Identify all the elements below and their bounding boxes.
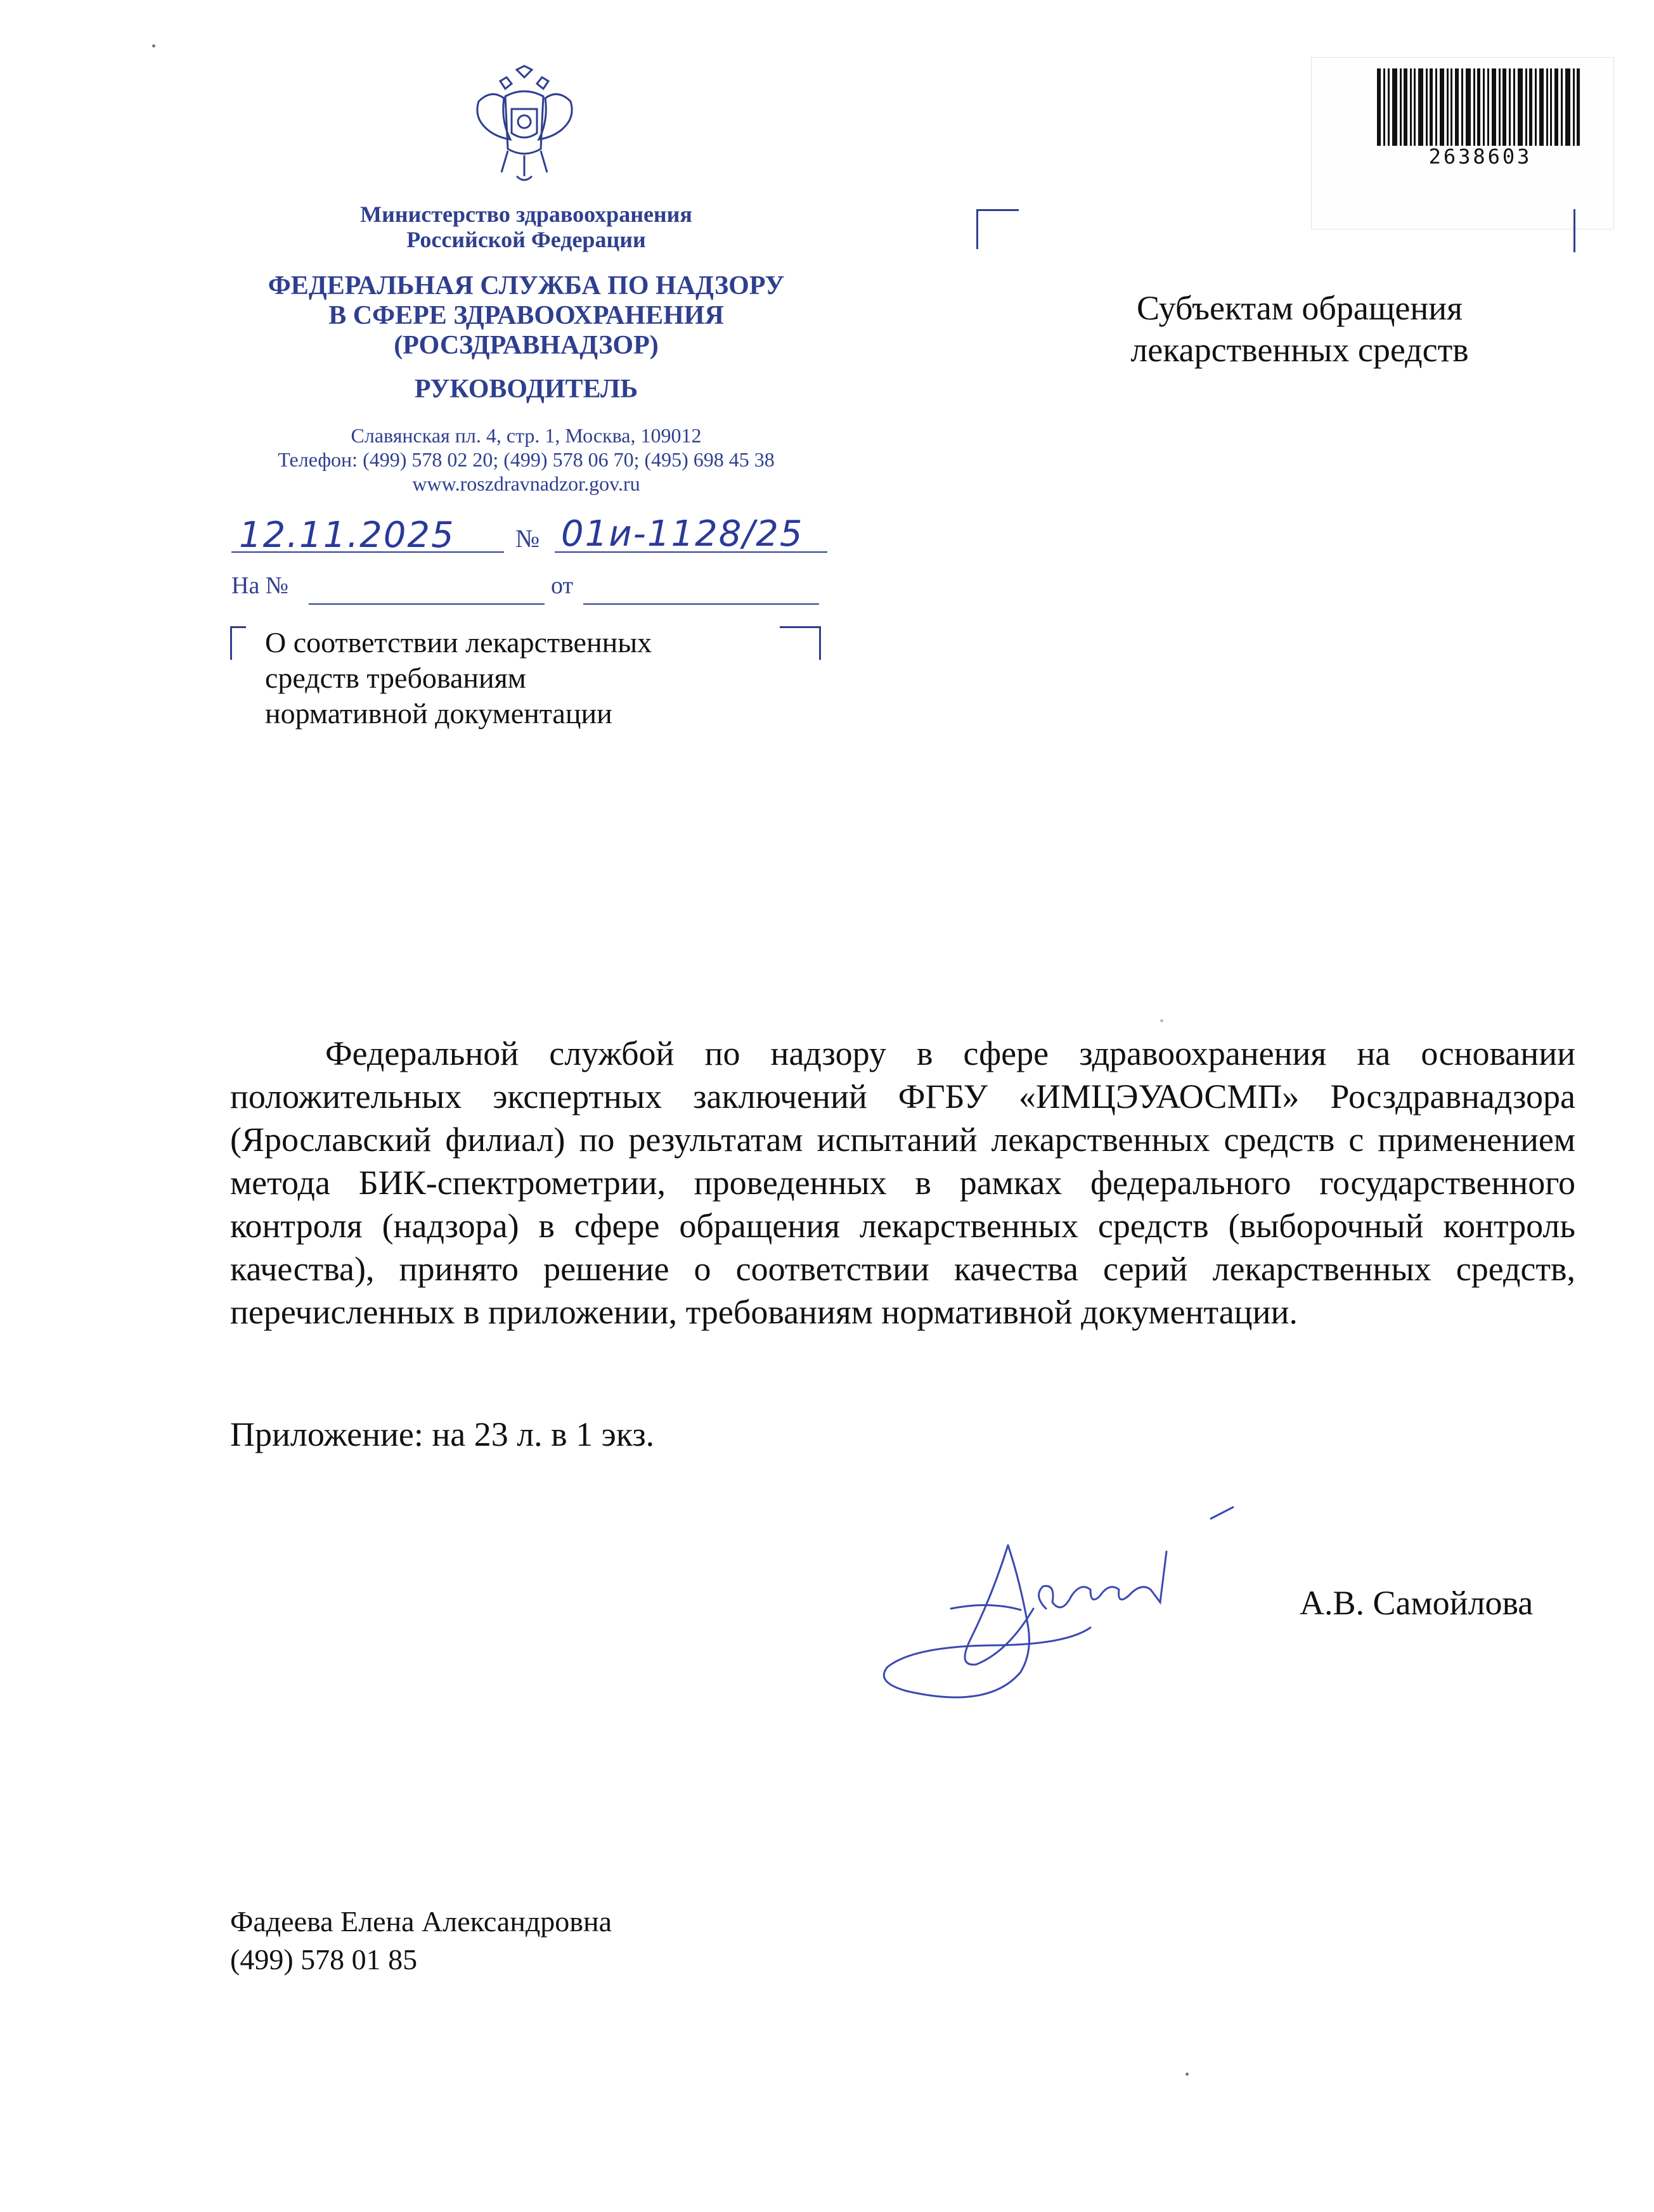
attachment-note: Приложение: на 23 л. в 1 экз.: [230, 1415, 655, 1453]
service-line-2: В СФЕРЕ ЗДРАВООХРАНЕНИЯ: [328, 301, 724, 330]
letter-body: [230, 1032, 1575, 1334]
executor-name: Фадеева Елена Александровна: [230, 1905, 612, 1938]
executor-info: [230, 1903, 612, 1979]
coat-of-arms-icon: [466, 63, 583, 187]
signature-icon: [862, 1501, 1268, 1710]
reference-from-label: от: [551, 572, 574, 599]
registration-number: 01и-1128/25: [561, 513, 804, 555]
subject-line-1: О соответствии лекарственных: [265, 626, 652, 659]
service-name: [209, 271, 843, 361]
date-underline: [231, 551, 504, 553]
service-line-3: (РОСЗДРАВНАДЗОР): [394, 331, 659, 360]
addressee: [1078, 287, 1522, 371]
ministry-line-2: Российской Федерации: [406, 227, 646, 252]
addressee-bracket-left: [976, 209, 1019, 249]
scan-speck: [1186, 2073, 1189, 2076]
addressee-bracket-right: [1573, 209, 1575, 252]
contact-block: [209, 423, 843, 496]
reference-number-line: [309, 603, 545, 605]
reference-label: На №: [231, 572, 289, 599]
scan-speck: [152, 44, 155, 48]
reference-line: [231, 570, 865, 608]
position-title: РУКОВОДИТЕЛЬ: [414, 375, 638, 404]
number-underline: [555, 551, 827, 553]
website: www.roszdravnadzor.gov.ru: [412, 472, 640, 495]
body-paragraph: Федеральной службой по надзору в сфере здравоохранения на основании положительных экспертных заключений ФГБУ «ИМЦЭУАОСМП» Росздравнадзора (Ярославский филиал) по результатам испытаний лекарственных средств с применением метода БИК-спектрометрии, проведенных в рамках федерального государственного контроля (надзора) в сфере обращения лекарственных средств (выборочный контроль качества), принято решение о соответствии качества серий лекарственных средств, перечисленных в приложении, требованиям нормативной документации.: [230, 1034, 1575, 1331]
subject-bracket-left: [230, 626, 246, 660]
signer-name: А.В. Самойлова: [1300, 1584, 1534, 1622]
registration-date: 12.11.2025: [239, 515, 455, 556]
subject-line-3: нормативной документации: [265, 697, 612, 730]
scan-speck: [1160, 1019, 1163, 1022]
executor-phone: (499) 578 01 85: [230, 1943, 418, 1976]
address: Славянская пл. 4, стр. 1, Москва, 109012: [351, 424, 702, 447]
barcode-number: 2638603: [1428, 145, 1532, 169]
service-line-1: ФЕДЕРАЛЬНАЯ СЛУЖБА ПО НАДЗОРУ: [268, 271, 785, 300]
subject-bracket-right: [780, 626, 821, 660]
number-sign: №: [515, 524, 540, 553]
addressee-line-2: лекарственных средств: [1130, 331, 1469, 369]
registration-line: [231, 512, 910, 556]
barcode-icon: [1377, 68, 1580, 146]
subject-line-2: средств требованиям: [265, 662, 526, 694]
reference-date-line: [583, 603, 819, 605]
phone-numbers: Телефон: (499) 578 02 20; (499) 578 06 70; (495) 698 45 38: [278, 448, 775, 471]
ministry-name: [209, 202, 843, 252]
subject: [265, 625, 652, 731]
addressee-line-1: Субъектам обращения: [1136, 289, 1463, 327]
ministry-line-1: Министерство здравоохранения: [360, 202, 692, 227]
